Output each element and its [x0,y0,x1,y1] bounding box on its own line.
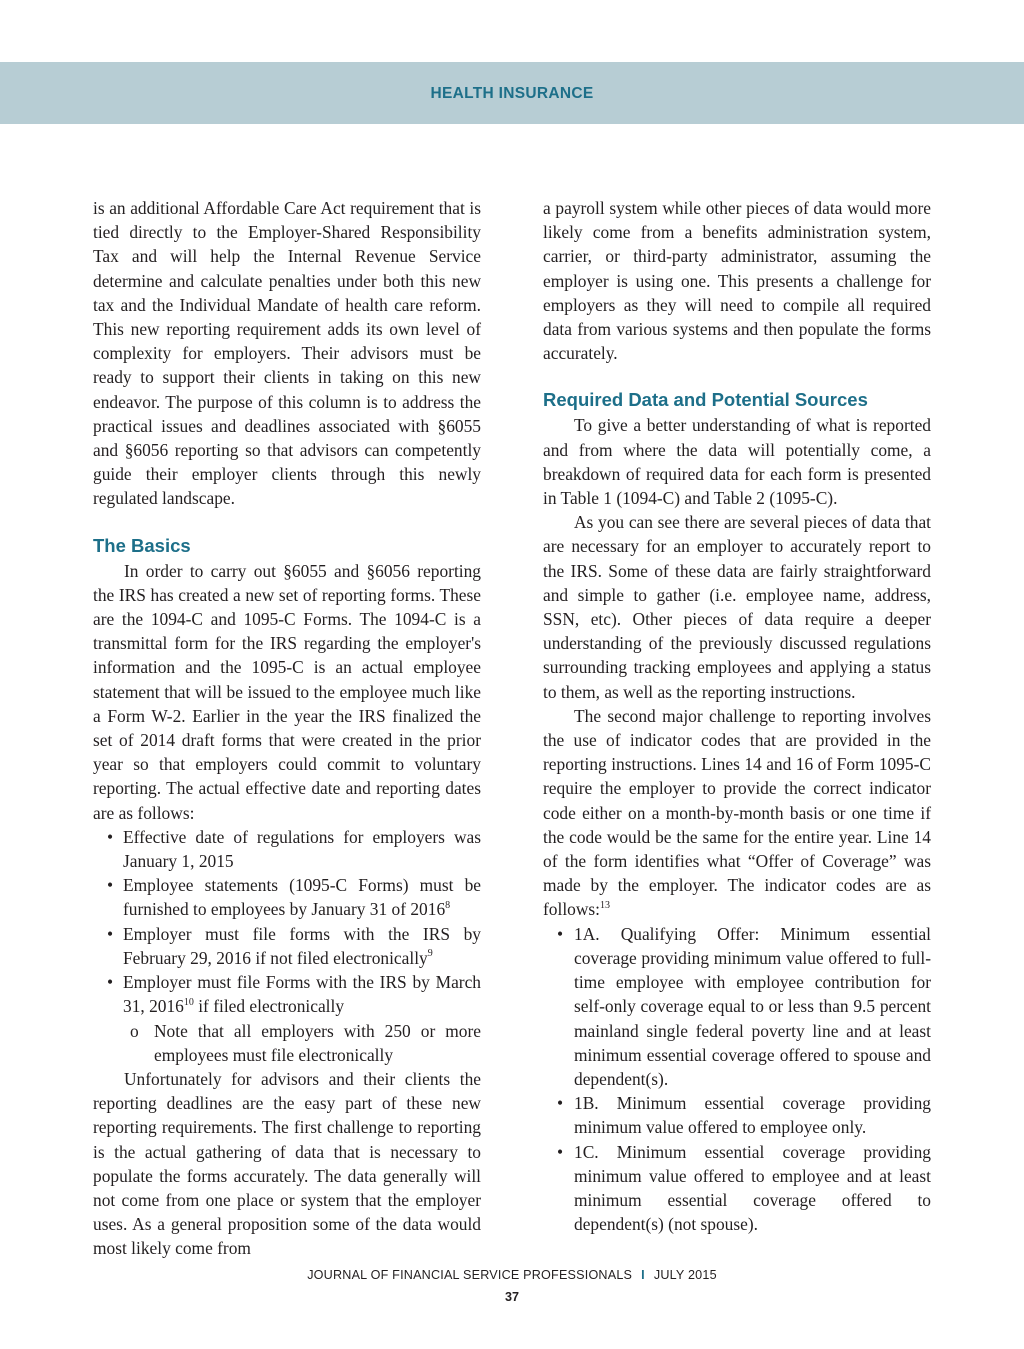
list-item: • 1B. Minimum essential coverage providing minimum value offered to employee only. [557,1093,931,1138]
bullet-icon: • [557,1093,564,1114]
bullet-icon: • [557,1141,564,1162]
page-number: 37 [504,1290,519,1304]
journal-name: JOURNAL OF FINANCIAL SERVICE PROFESSIONALS [307,1268,633,1282]
footnote-ref: 10 [183,996,194,1008]
intro-paragraph: is an additional Affordable Care Act requirement that is tied directly to the Employer-Shared Responsibility Tax and will help the Internal Revenue Service determine and calculate penalties under both this new tax and the Individual Mandate of health care reform. This new reporting requirement adds its own level of complexity for employers. Their advisors must be ready to support their clients in taking on this new endeavor. The purpose of this column is to address the practical issues and deadlines associated with §6055 and §6056 reporting so that advisors can competently guide their employer clients through this newly regulated landscape. [93,198,481,509]
bullet-icon: • [107,923,114,944]
footnote-ref: 8 [445,899,451,911]
page-footer [0,1268,1024,1282]
data-pieces-paragraph: As you can see there are several pieces of data that are necessary for an employer to accurately report to the IRS. Some of these data are fairly straightforward and simple to gather (i.e. employee name, address, SSN, etc). Other pieces of data require a deeper understanding of the previously discussed regulations surrounding tracking employees and applying a status to them, as well as the reporting instructions. [543,512,931,702]
footer-separator: I [641,1268,645,1282]
required-data-heading: Required Data and Potential Sources [543,389,868,411]
indicator-codes-list [543,922,931,1237]
sub-bullet-icon: o [130,1020,139,1041]
bullet-icon: • [107,875,114,896]
left-column [93,196,481,1261]
list-item: • Effective date of regulations for employers was January 1, 2015 [107,826,481,872]
reporting-dates-list [93,825,481,1067]
basics-heading: The Basics [93,534,191,556]
right-column [543,196,931,1236]
bullet-icon: • [107,826,114,847]
bullet-icon: • [107,972,114,993]
sub-list-item: o Note that all employers with 250 or more employees must file electronically [130,1020,481,1065]
footnote-ref: 9 [427,948,433,960]
list-item: • Employer must file forms with the IRS by February 29, 2016 if not filed electronically$^9$ [107,923,481,968]
section-title: HEALTH INSURANCE [430,85,594,102]
bullet-icon: • [557,923,564,944]
footnote-ref: 13 [600,899,611,911]
section-header-band [0,62,1024,124]
basics-paragraph: In order to carry out §6055 and §6056 reporting the IRS has created a new set of reporting forms. These are the 1094-C and 1095-C Forms. The 1094-C is a transmittal form for the IRS regarding the employer's information and the 1095-C is an actual employee statement that will be issued to the employee much like a Form W-2. Earlier in the year the IRS finalized the set of 2014 draft forms that were created in the prior year so that employers could commit to voluntary reporting. The actual effective date and reporting dates are as follows: [93,560,481,823]
list-item: • 1A. Qualifying Offer: Minimum essential coverage providing minimum value offered to full-time employee with employee contribution for self-only coverage equal to or less than 9.5 percent mainland single federal poverty line and at least minimum essential coverage offered to spouse and dependent(s). [557,923,931,1089]
tables-paragraph: To give a better understanding of what is reported and from where the data will potentially come, a breakdown of required data for each form is presented in Table 1 (1094-C) and Table 2 (1095-C). [543,415,931,509]
list-item: • Employee statements (1095-C Forms) must be furnished to employees by January 31 of 2016$^8$ [107,875,481,920]
issue-date: JULY 2015 [653,1268,717,1282]
list-item: • 1C. Minimum essential coverage providing minimum value offered to employee and at least minimum essential coverage offered to dependent(s) (not spouse). [557,1141,931,1235]
indicator-codes-paragraph: The second major challenge to reporting involves the use of indicator codes that are provided in the reporting instructions. Lines 14 and 16 of Form 1095-C require the employer to provide the correct indicator code either on a month-by-month basis or one time if the code would be the same for the entire year. Line 14 of the form identifies what “Offer of Coverage” was made by the employer. The indicator codes are as follows:$^{13}$ [543,705,931,920]
continuation-paragraph: a payroll system while other pieces of data would more likely come from a benefits administration system, carrier, or third-party administrator, assuming the employer is using one. This presents a challenge for employers as they will need to compile all required data from various systems and then populate the forms accurately. [543,198,931,364]
list-item: • Employer must file Forms with the IRS by March 31, 2016$^{10}$ if filed electronically [107,972,481,1017]
challenge-paragraph: Unfortunately for advisors and their clients the reporting deadlines are the easy part of these new reporting requirements. The first challenge to reporting is the actual gathering of data that is necessary to populate the forms accurately. The data generally will not come from one place or system that the employer uses. As a general proposition some of the data would most likely come from [93,1068,481,1259]
